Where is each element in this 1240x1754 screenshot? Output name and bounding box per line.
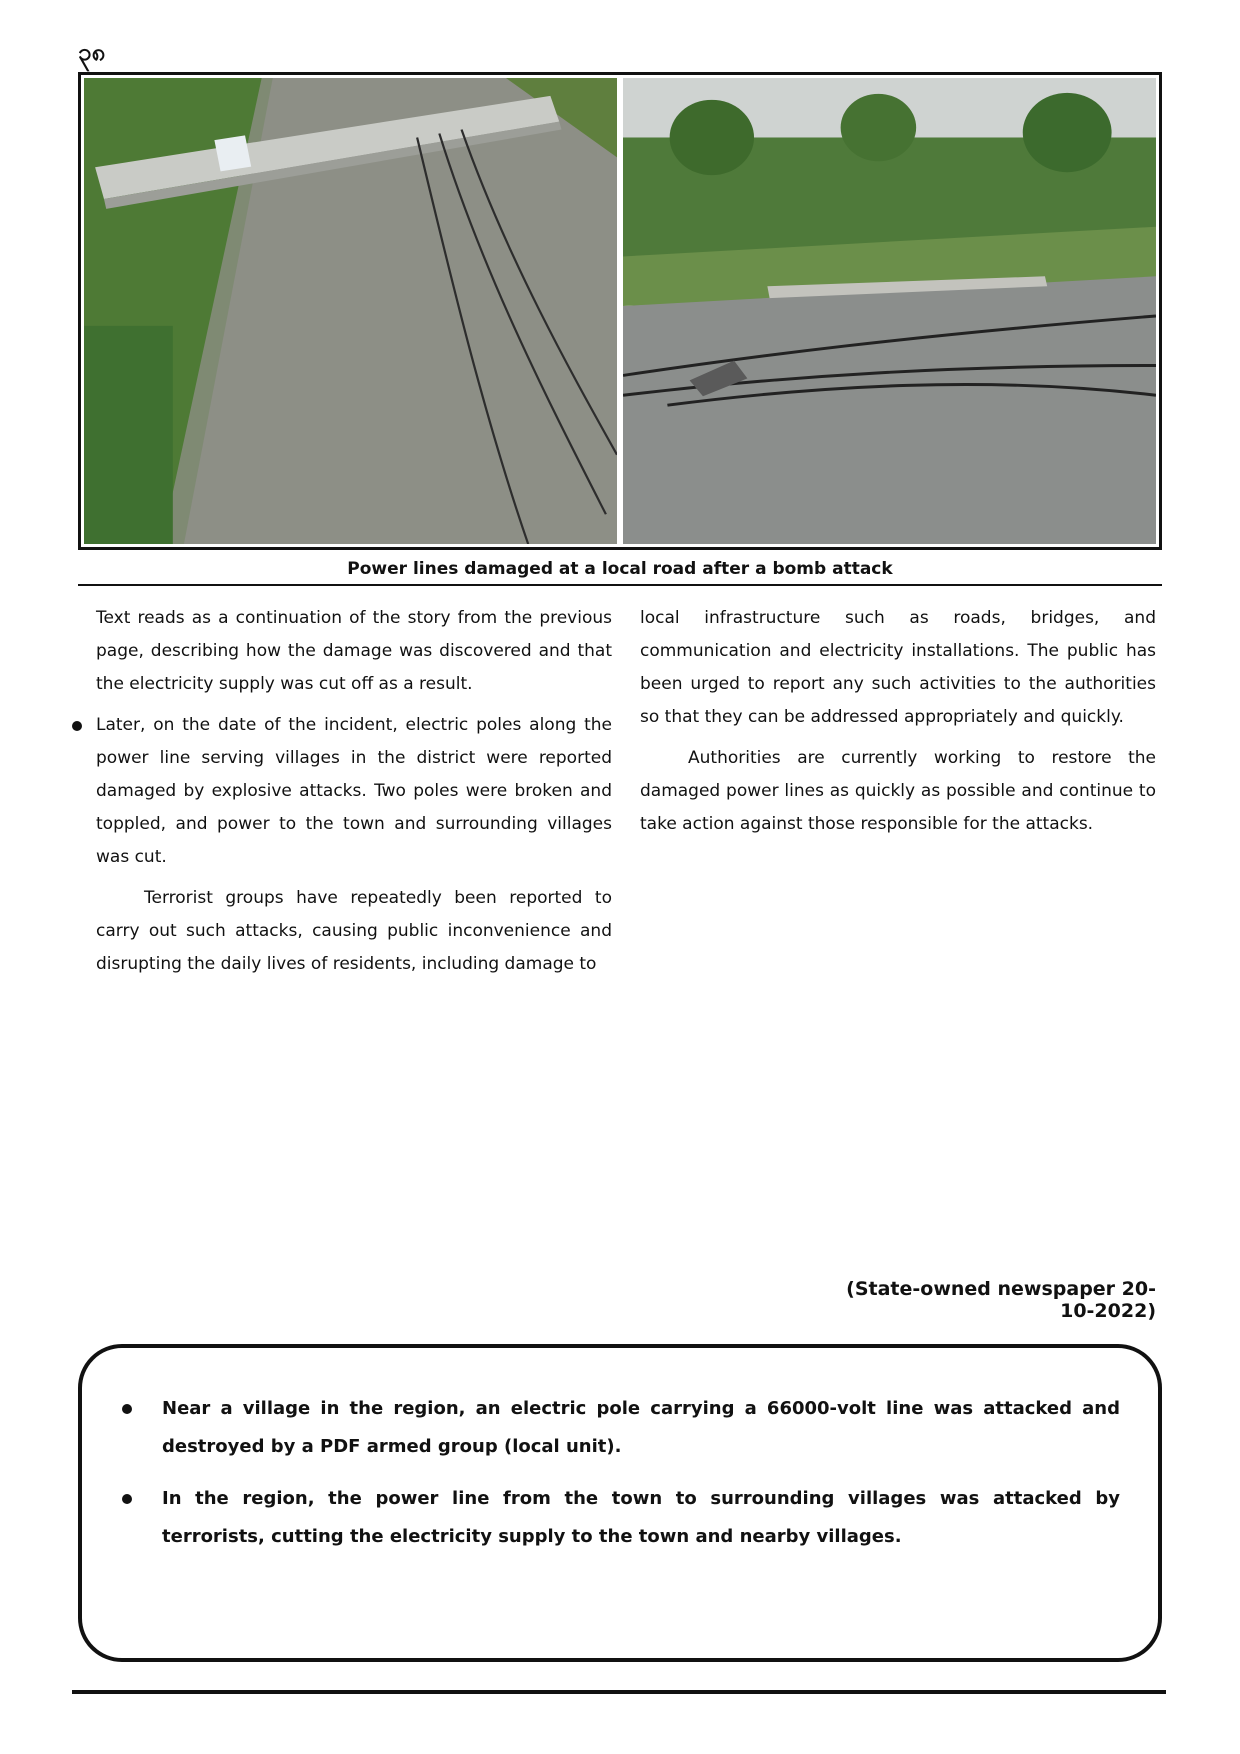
photo-right bbox=[623, 78, 1156, 544]
article-column-right bbox=[640, 602, 1156, 849]
summary-item bbox=[162, 1390, 1120, 1466]
summary-box bbox=[78, 1344, 1162, 1662]
summary-text: Near a village in the region, an electric pole carrying a 66000-volt line was attacked and destroyed by a PDF armed group (local unit). bbox=[162, 1398, 1120, 1457]
bullet-icon bbox=[122, 1494, 132, 1504]
bullet-text: Later, on the date of the incident, electric poles along the power line serving villages in the district were reported damaged by explosive attacks. Two poles were broken and toppled, and power to the town and surrounding villages was cut. bbox=[96, 715, 612, 867]
source-citation: (State-owned newspaper 20-10-2022) bbox=[846, 1278, 1156, 1322]
bullet-icon bbox=[122, 1404, 132, 1414]
bullet-item bbox=[96, 709, 612, 874]
summary-item bbox=[162, 1480, 1120, 1556]
article-paragraph: Authorities are currently working to restore the damaged power lines as quickly as possible and continue to take action against those responsible for the attacks. bbox=[640, 748, 1156, 834]
fallen-pole-image-right bbox=[623, 78, 1156, 544]
photo-left bbox=[84, 78, 617, 544]
article-column-left bbox=[96, 602, 612, 989]
page-number: ၃၈ bbox=[78, 38, 106, 66]
photo-frame bbox=[78, 72, 1162, 550]
photo-caption: Power lines damaged at a local road after a bomb attack bbox=[78, 556, 1162, 586]
bottom-rule bbox=[72, 1690, 1166, 1694]
article-paragraph: local infrastructure such as roads, bridges, and communication and electricity installations. The public has been urged to report any such activities to the authorities so that they can be addressed appropriately and quickly. bbox=[640, 608, 1156, 727]
article-paragraph: Text reads as a continuation of the story from the previous page, describing how the damage was discovered and that the electricity supply was cut off as a result. bbox=[96, 608, 612, 694]
article-paragraph: Terrorist groups have repeatedly been reported to carry out such attacks, causing public inconvenience and disrupting the daily lives of residents, including damage to bbox=[96, 888, 612, 974]
summary-text: In the region, the power line from the town to surrounding villages was attacked by terrorists, cutting the electricity supply to the town and nearby villages. bbox=[162, 1488, 1120, 1547]
bullet-icon bbox=[72, 721, 82, 731]
fallen-pole-image-left bbox=[84, 78, 617, 544]
